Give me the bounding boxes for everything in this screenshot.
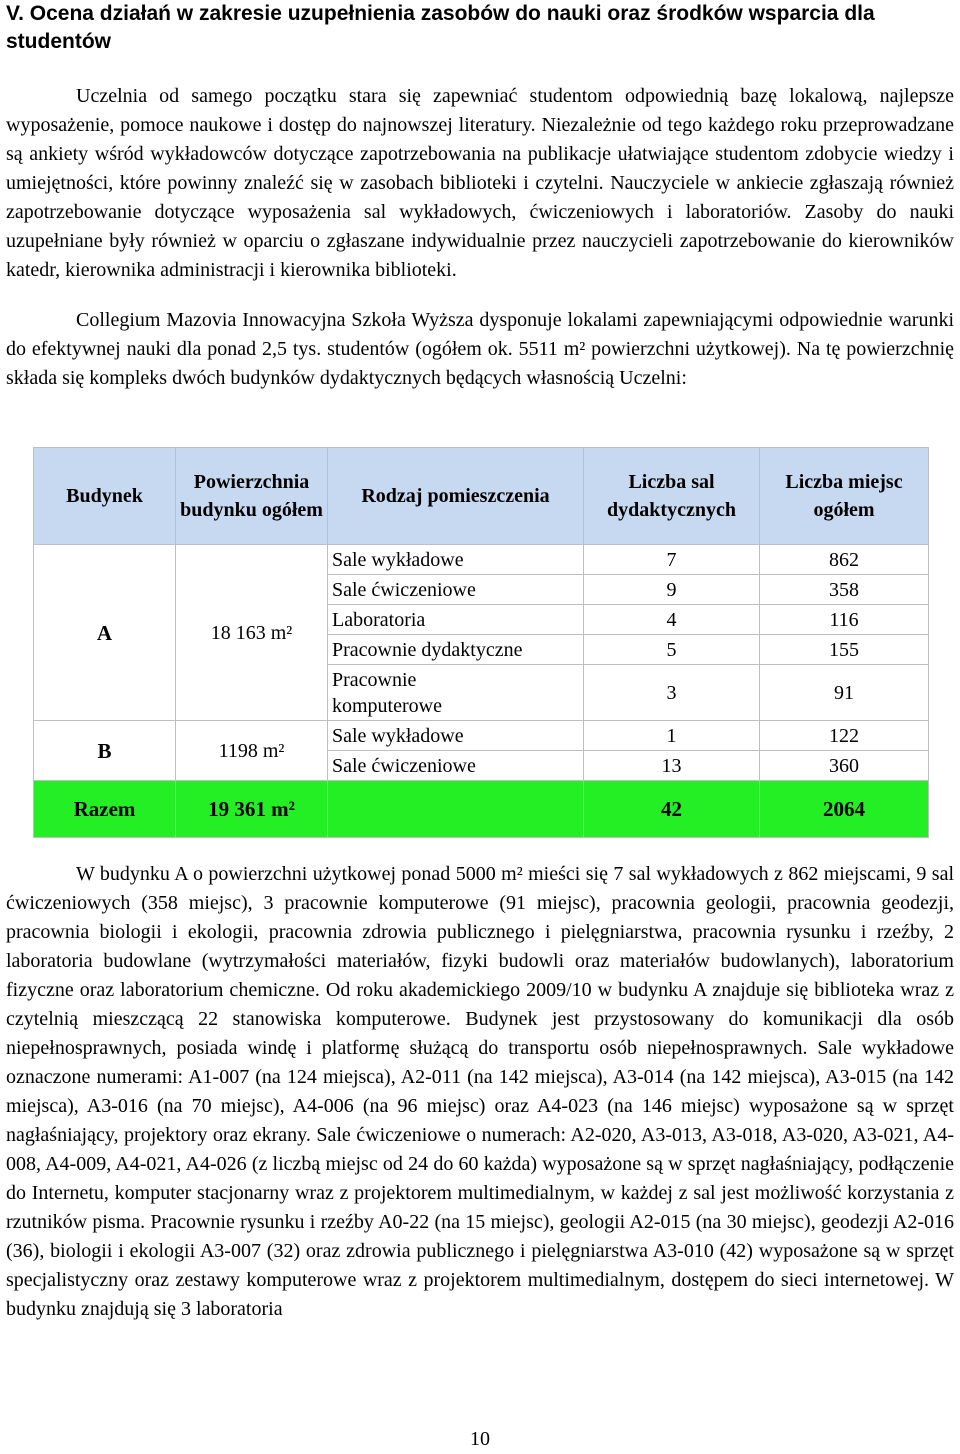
room-type-cell: Sale ćwiczeniowe xyxy=(328,575,584,605)
room-count-cell: 13 xyxy=(584,751,760,781)
table-header-row xyxy=(34,448,929,545)
room-count-cell: 7 xyxy=(584,545,760,575)
total-area-cell: 19 361 m² xyxy=(176,781,328,838)
table-row xyxy=(34,721,929,751)
building-name-cell: B xyxy=(34,721,176,781)
section-heading: V. Ocena działań w zakresie uzupełnienia zasobów do nauki oraz środków wsparcia dla studentów xyxy=(6,2,875,53)
seat-count-cell: 155 xyxy=(760,635,929,665)
header-area: Powierzchnia budynku ogółem xyxy=(176,448,328,545)
building-area-cell: 1198 m² xyxy=(176,721,328,781)
paragraph-building-a-text: W budynku A o powierzchni użytkowej ponad 5000 m² mieści się 7 sal wykładowych z 862 miejscami, 9 sal ćwiczeniowych (358 miejsc), 3 pracownie komputerowe (91 miejsc), pracownia geologii, pracownia geodezji, pracownia biologii i ekologii, pracownia zdrowia publicznego i pielęgniarstwa, pracownia rysunku i rzeźby, 2 laboratoria budowlane (wytrzymałości materiałów, fizyki budowli oraz materiałów budowlanych), laboratorium fizyczne oraz laboratorium chemiczne. Od roku akademickiego 2009/10 w budynku A znajduje się biblioteka wraz z czytelnią mieszczącą 22 stanowiska komputerowe. Budynek jest przystosowany do komunikacji dla osób niepełnosprawnych, posiada windę i platformę służącą do transportu osób niepełnosprawnych. Sale wykładowe oznaczone numerami: A1-007 (na 124 miejsca), A2-011 (na 142 miejsca), A3-014 (na 142 miejsca), A3-015 (na 142 miejsca), A3-016 (na 70 miejsc), A4-006 (na 96 miejsc) oraz A4-023 (na 146 miejsc) wyposażone są w sprzęt nagłaśniający, projektory oraz ekrany. Sale ćwiczeniowe o numerach: A2-020, A3-013, A3-018, A3-020, A3-021, A4-008, A4-009, A4-021, A4-026 (z liczbą miejsc od 24 do 60 każda) wyposażone są w sprzęt nagłaśniający, podłączenie do Internetu, komputer stacjonarny wraz z projektorem multimedialnym, w każdej z sal jest możliwość korzystania z rzutników pisma. Pracownie rysunku i rzeźby A0-22 (na 15 miejsc), geologii A2-015 (na 30 miejsc), geodezji A2-016 (36), biologii i ekologii A3-007 (32) oraz zdrowia publicznego i pielęgniarstwa A3-010 (42) wyposażone są w sprzęt specjalistyczny oraz zestawy komputerowe wraz z projektorem multimedialnym, dostępem do sieci internetowej. W budynku znajdują się 3 laboratoria xyxy=(6,863,954,1320)
room-type-cell: Sale wykładowe xyxy=(328,545,584,575)
seat-count-cell: 91 xyxy=(760,665,929,721)
page-number: 10 xyxy=(470,1428,490,1450)
total-type-cell xyxy=(328,781,584,838)
seat-count-cell: 862 xyxy=(760,545,929,575)
total-seat-count-cell: 2064 xyxy=(760,781,929,838)
room-count-cell: 1 xyxy=(584,721,760,751)
seat-count-cell: 358 xyxy=(760,575,929,605)
header-seat-count: Liczba miejsc ogółem xyxy=(760,448,929,545)
seat-count-cell: 122 xyxy=(760,721,929,751)
paragraph-building-a xyxy=(6,860,954,1324)
header-building: Budynek xyxy=(34,448,176,545)
building-name-cell: A xyxy=(34,545,176,721)
room-type-cell xyxy=(328,665,584,721)
total-label-cell: Razem xyxy=(34,781,176,838)
header-room-type: Rodzaj pomieszczenia xyxy=(328,448,584,545)
paragraph-intro-text: Uczelnia od samego początku stara się zapewniać studentom odpowiednią bazę lokalową, najlepsze wyposażenie, pomoce naukowe i dostęp do najnowszej literatury. Niezależnie od tego każdego roku przeprowadzane są ankiety wśród wykładowców dotyczące zapotrzebowania na publikacje ułatwiające studentom zdobycie wiedzy i umiejętności, które powinny znaleźć się w zasobach biblioteki i czytelni. Nauczyciele w ankiecie zgłaszają również zapotrzebowanie dotyczące wyposażenia sal wykładowych, ćwiczeniowych i laboratoriów. Zasoby do nauki uzupełniane były również w oparciu o zgłaszane indywidualnie przez nauczycieli zapotrzebowanie do kierowników katedr, kierownika administracji i kierownika biblioteki. xyxy=(6,85,954,281)
paragraph-facilities-text: Collegium Mazovia Innowacyjna Szkoła Wyższa dysponuje lokalami zapewniającymi odpowiednie warunki do efektywnej nauki dla ponad 2,5 tys. studentów (ogółem ok. 5511 m² powierzchni użytkowej). Na tę powierzchnię składa się kompleks dwóch budynków dydaktycznych będących własnością Uczelni: xyxy=(6,309,954,389)
room-type-cell: Sale ćwiczeniowe xyxy=(328,751,584,781)
table-row xyxy=(34,545,929,575)
room-count-cell: 9 xyxy=(584,575,760,605)
room-type-text: Pracownie komputerowe xyxy=(332,668,442,717)
header-room-count: Liczba sal dydaktycznych xyxy=(584,448,760,545)
room-type-cell: Laboratoria xyxy=(328,605,584,635)
room-type-cell: Sale wykładowe xyxy=(328,721,584,751)
paragraph-facilities xyxy=(6,306,954,393)
paragraph-intro xyxy=(6,82,954,285)
total-row xyxy=(34,781,929,838)
room-count-cell: 3 xyxy=(584,665,760,721)
seat-count-cell: 116 xyxy=(760,605,929,635)
rooms-table xyxy=(33,447,929,838)
building-area-cell: 18 163 m² xyxy=(176,545,328,721)
room-type-cell: Pracownie dydaktyczne xyxy=(328,635,584,665)
room-count-cell: 5 xyxy=(584,635,760,665)
seat-count-cell: 360 xyxy=(760,751,929,781)
total-room-count-cell: 42 xyxy=(584,781,760,838)
room-count-cell: 4 xyxy=(584,605,760,635)
